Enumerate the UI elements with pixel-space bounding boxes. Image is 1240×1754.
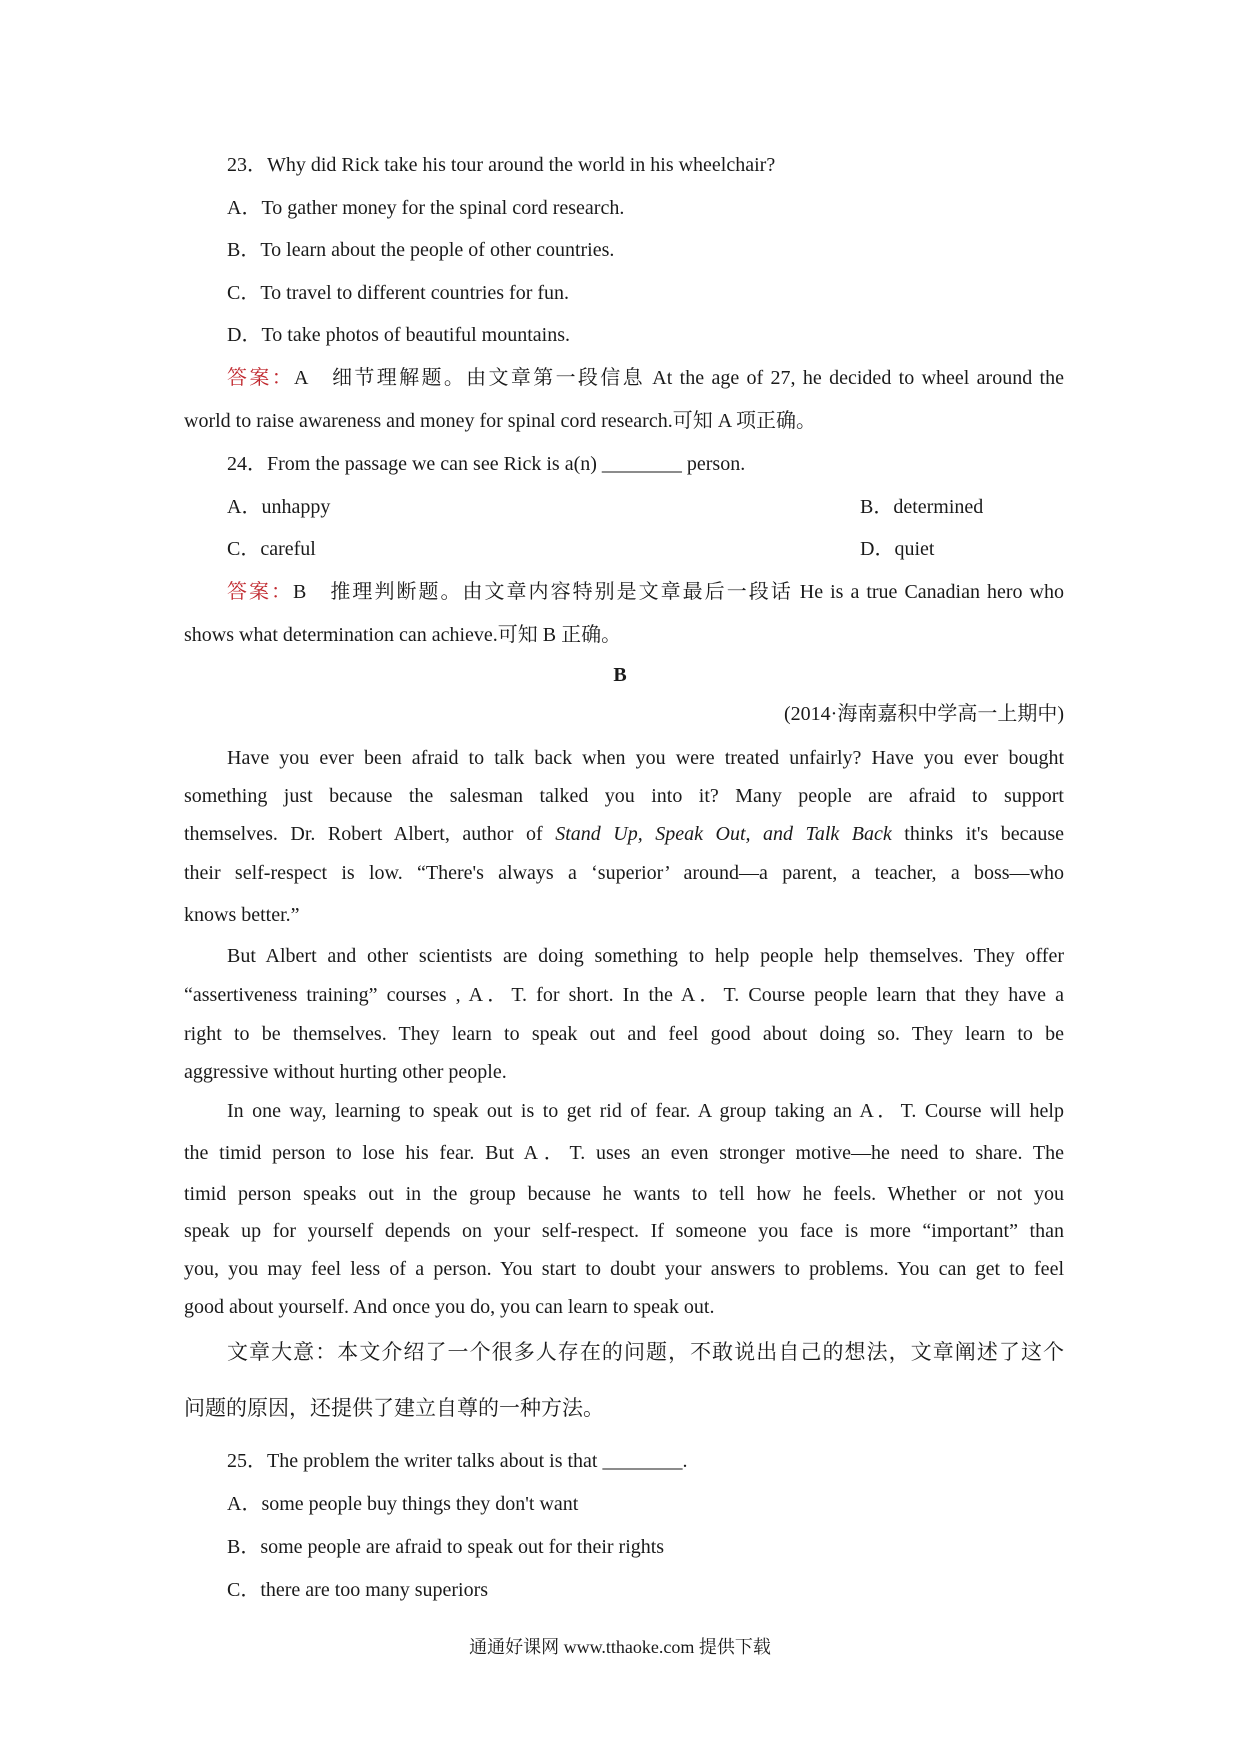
- q23-option-b: B．To learn about the people of other countries.: [227, 239, 615, 261]
- q24-option-d: D．quiet: [860, 538, 935, 560]
- paragraph-3-line-6: good about yourself. And once you do, you can learn to speak out.: [184, 1296, 715, 1318]
- paragraph-2-line-2: “assertiveness training” courses , A．T. for short. In the A．T. Course people learn that they have a: [184, 984, 1064, 1006]
- paragraph-2-line-1: But Albert and other scientists are doing something to help people help themselves. They offer: [227, 945, 1064, 967]
- paragraph-1-line-4: their self-respect is low. “There's always a ‘superior’ around—a parent, a teacher, a boss—who: [184, 862, 1064, 884]
- summary-line-2: 问题的原因，还提供了建立自尊的一种方法。: [184, 1396, 604, 1420]
- paragraph-1-line-5: knows better.”: [184, 904, 300, 926]
- answer-label: 答案：: [227, 367, 295, 389]
- question-25: 25．The problem the writer talks about is that ________.: [227, 1450, 688, 1472]
- p1-text-b: thinks it's because: [904, 823, 1064, 845]
- q23-answer-text: A 细节理解题。由文章第一段信息 At the age of 27, he decided to wheel around the: [294, 367, 1064, 389]
- source-note: (2014·海南嘉积中学高一上期中): [784, 703, 1064, 725]
- q25-option-b: B．some people are afraid to speak out for their rights: [227, 1536, 665, 1558]
- question-23: 23．Why did Rick take his tour around the world in his wheelchair?: [227, 154, 776, 176]
- section-heading: B: [613, 664, 627, 686]
- paragraph-3-line-3: timid person speaks out in the group because he wants to tell how he feels. Whether or not you: [184, 1183, 1064, 1205]
- q23-answer-line-1: [227, 363, 1064, 393]
- q24-options-row-1: [227, 492, 1064, 522]
- question-24: 24．From the passage we can see Rick is a(n) ________ person.: [227, 453, 746, 475]
- paragraph-3-line-4: speak up for yourself depends on your self-respect. If someone you face is more “important” than: [184, 1220, 1064, 1242]
- paragraph-3-line-5: you, you may feel less of a person. You start to doubt your answers to problems. You can get to feel: [184, 1258, 1064, 1280]
- paragraph-1-line-2: something just because the salesman talked you into it? Many people are afraid to support: [184, 785, 1064, 807]
- q23-option-a: A．To gather money for the spinal cord research.: [227, 197, 625, 219]
- q24-option-b: B．determined: [860, 496, 984, 518]
- paragraph-1-line-3: [184, 819, 1064, 849]
- paragraph-2-line-4: aggressive without hurting other people.: [184, 1061, 507, 1083]
- q24-options-row-2: [227, 534, 1064, 564]
- q24-option-c: C．careful: [227, 538, 316, 560]
- paragraph-3-line-2: the timid person to lose his fear. But A．T. uses an even stronger motive—he need to share. The: [184, 1142, 1064, 1164]
- q23-option-c: C．To travel to different countries for fun.: [227, 282, 570, 304]
- q23-answer-line-2: world to raise awareness and money for spinal cord research.可知 A 项正确。: [184, 410, 817, 432]
- paragraph-2-line-3: right to be themselves. They learn to speak out and feel good about doing so. They learn to be: [184, 1023, 1064, 1045]
- summary-line-1: 文章大意：本文介绍了一个很多人存在的问题，不敢说出自己的想法，文章阐述了这个: [227, 1340, 1064, 1364]
- paragraph-1-line-1: Have you ever been afraid to talk back when you were treated unfairly? Have you ever bought: [227, 747, 1064, 769]
- q24-answer-line-1: [227, 577, 1064, 607]
- q24-option-a: A．unhappy: [227, 496, 331, 518]
- q23-option-d: D．To take photos of beautiful mountains.: [227, 324, 570, 346]
- q25-option-a: A．some people buy things they don't want: [227, 1493, 579, 1515]
- answer-label: 答案：: [227, 581, 294, 603]
- page-footer: 通通好课网 www.tthaoke.com 提供下载: [469, 1637, 771, 1657]
- p1-text-a: themselves. Dr. Robert Albert, author of: [184, 823, 543, 845]
- paragraph-3-line-1: In one way, learning to speak out is to get rid of fear. A group taking an A．T. Course will help: [227, 1100, 1064, 1122]
- q25-option-c: C．there are too many superiors: [227, 1579, 489, 1601]
- q24-answer-line-2: shows what determination can achieve.可知 B 正确。: [184, 624, 622, 646]
- q24-answer-text: B 推理判断题。由文章内容特别是文章最后一段话 He is a true Canadian hero who: [293, 581, 1064, 603]
- book-title: Stand Up, Speak Out, and Talk Back: [555, 823, 892, 845]
